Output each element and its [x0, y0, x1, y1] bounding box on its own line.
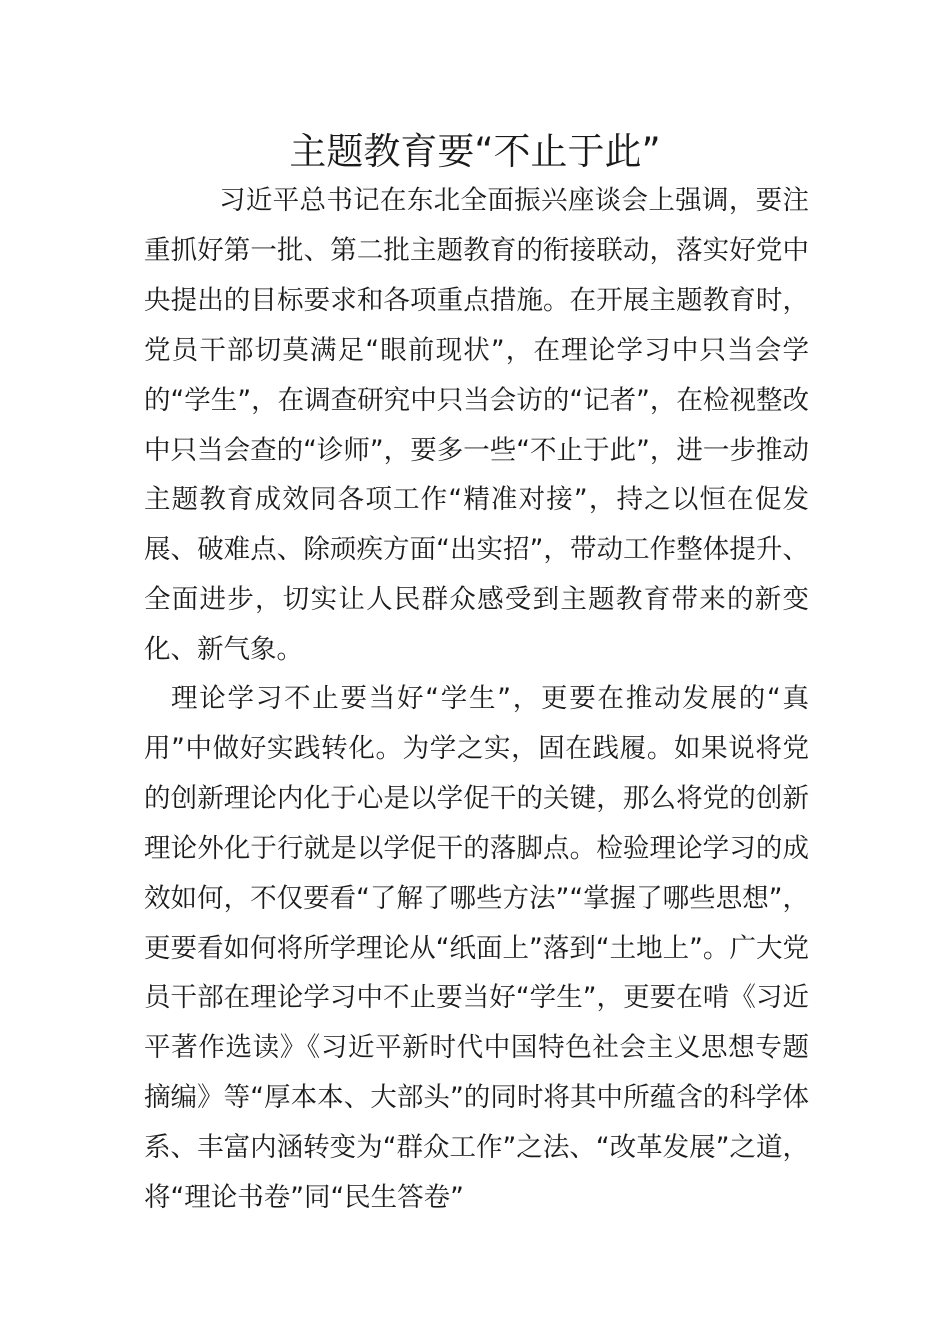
paragraph-1: 习近平总书记在东北全面振兴座谈会上强调，要注重抓好第一批、第二批主题教育的衔接联动，落实好党中央提出的目标要求和各项重点措施。在开展主题教育时，党员干部切莫满足“眼前现状”，在理论学习中只当会学的“学生”，在调查研究中只当会访的“记者”，在检视整改中只当会查的“诊师”，要多一些“不止于此”，进一步推动主题教育成效同各项工作“精准对接”，持之以恒在促发展、破难点、除顽疾方面“出实招”，带动工作整体提升、全面进步，切实让人民群众感受到主题教育带来的新变化、新气象。 [144, 185, 809, 666]
document-title: 主题教育要“不止于此” [289, 130, 661, 173]
paragraph-2: 理论学习不止要当好“学生”，更要在推动发展的“真用”中做好实践转化。为学之实，固在践履。如果说将党的创新理论内化于心是以学促干的关键，那么将党的创新理论外化于行就是以学促干的落脚点。检验理论学习的成效如何，不仅要看“了解了哪些方法”“掌握了哪些思想”，更要看如何将所学理论从“纸面上”落到“土地上”。广大党员干部在理论学习中不止要当好“学生”，更要在啃《习近平著作选读》《习近平新时代中国特色社会主义思想专题摘编》等“厚本本、大部头”的同时将其中所蕴含的科学体系、丰富内涵转变为“群众工作”之法、“改革发展”之道，将“理论书卷”同“民生答卷” [144, 683, 809, 1214]
